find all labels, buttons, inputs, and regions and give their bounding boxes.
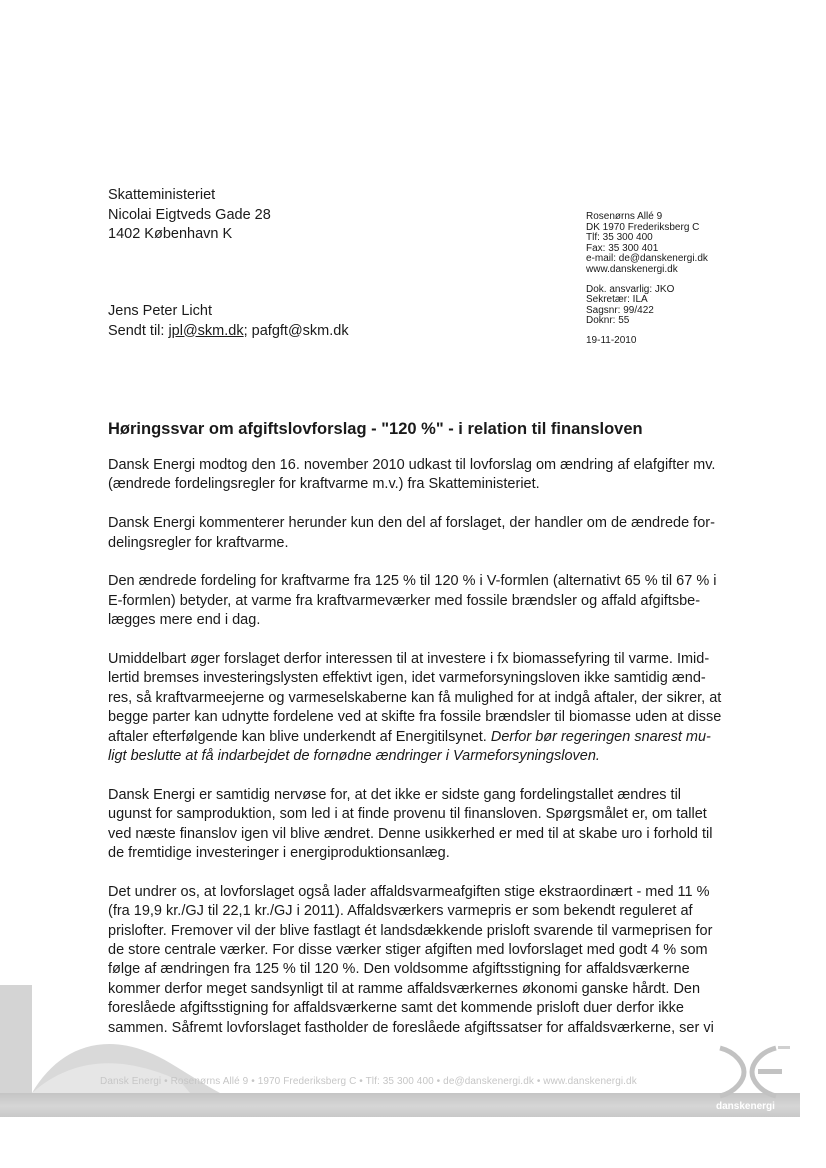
paragraph-line: lægges mere end i dag. [108,612,261,629]
paragraph-line: (ændrede fordelingsregler for kraftvarme m.v.) fra Skatteministeriet. [108,476,540,493]
contact-name: Jens Peter Licht [108,303,212,319]
letter-heading: Høringssvar om afgiftslovforslag - "120 %" - i relation til finansloven [108,420,643,438]
paragraph-line: følge af ændringen fra 125 % til 120 %. Den voldsomme afgiftsstigning for affaldsværkerne [108,961,690,978]
sent-to-label: Sendt til: [108,322,169,339]
recipient-street: Nicolai Eigtveds Gade 28 [108,206,271,223]
recipient-address [108,186,271,245]
logo-wordmark: danskenergi [716,1101,775,1112]
paragraph-line: prislofter. Fremover vil der blive fastlagt ét landsdækkende prisloft svarende til varmeprisen for [108,922,713,939]
paragraph-line: E-formlen) betyder, at varme fra kraftvarmeværker med fossile brændsler og affald afgiftsbe- [108,592,701,609]
paragraph-line: Dansk Energi kommenterer herunder kun den del af forslaget, der handler om de ændrede for- [108,515,715,532]
paragraph-2 [108,514,740,553]
paragraph-line: sammen. Såfremt lovforslaget fastholder de foreslåede afgiftssatser for affaldsværkerne, ser vi [108,1019,714,1036]
paragraph-line: ugunst for samproduktion, som led i at finde provenu til finansloven. Spørgsmålet er, om tallet [108,806,707,823]
paragraph-4 [108,650,740,766]
paragraph-text-italic: Derfor bør regeringen snarest mu- [490,728,711,745]
case-number: Sagsnr: 99/422 [586,304,654,316]
footer-band [0,1093,800,1117]
sender-web: www.danskenergi.dk [586,263,678,275]
dansk-energi-logo-icon [716,1044,796,1100]
letter-body [108,456,740,1058]
paragraph-line [108,728,740,747]
letter-date: 19-11-2010 [586,334,637,346]
sender-phone: Tlf: 35 300 400 [586,232,653,244]
sender-address: Rosenørns Allé 9 [586,211,663,222]
paragraph-line: lertid bremses investeringslysten effektivt igen, idet varmeforsyningsloven ikke samtidig ænd- [108,670,706,687]
sender-fax: Fax: 35 300 401 [586,242,659,254]
paragraph-line: begge parter kan udnytte fordelene ved at skifte fra fossile brændsler til biomasse uden at disse [108,709,722,726]
sent-to-line [108,322,349,342]
email-separator: ; [243,322,252,339]
footer-contact-line: Dansk Energi • Rosenørns Allé 9 • 1970 Frederiksberg C • Tlf: 35 300 400 • de@danskenergi.dk • www.danskenergi.dk [100,1076,637,1087]
sender-city: DK 1970 Frederiksberg C [586,221,700,233]
paragraph-line: kommer derfor meget sandsynligt til at ramme affaldsværkernes økonomi ganske hårdt. Den [108,980,701,997]
paragraph-3 [108,572,740,630]
paragraph-line: delingsregler for kraftvarme. [108,534,289,551]
paragraph-line: Dansk Energi er samtidig nervøse for, at det ikke er sidste gang fordelingstallet ændres til [108,786,682,803]
paragraph-line: de fremtidige investeringer i energiproduktionsanlæg. [108,845,450,862]
email-pafgft: pafgft@skm.dk [251,322,349,339]
recipient-city: 1402 København K [108,226,233,242]
sender-info [586,212,708,347]
paragraph-text-plain: aftaler efterfølgende kan blive underkendt af Energitilsynet. [108,728,491,745]
doc-responsible: Dok. ansvarlig: JKO [586,283,675,295]
paragraph-line: Det undrer os, at lovforslaget også lader affaldsvarmeafgiften stige ekstraordinært - med 11 % [108,883,710,900]
document-number: Doknr: 55 [586,315,630,327]
paragraph-line: ved næste finanslov igen vil blive ændret. Denne usikkerhed er med til at skabe uro i forhold til [108,825,713,842]
secretary: Sekretær: ILA [586,294,648,306]
paragraph-line: Umiddelbart øger forslaget derfor interessen til at investere i fx biomassefyring til varme. Imid- [108,651,710,668]
recipient-name: Skatteministeriet [108,187,216,203]
sender-email: e-mail: de@danskenergi.dk [586,253,708,265]
email-link-jpl[interactable]: jpl@skm.dk [168,322,244,339]
paragraph-line-italic: ligt beslutte at få indarbejdet de fornødne ændringer i Varmeforsyningsloven. [108,748,600,765]
paragraph-line: Dansk Energi modtog den 16. november 2010 udkast til lovforslag om ændring af elafgifter mv. [108,457,716,473]
paragraph-line: (fra 19,9 kr./GJ til 22,1 kr./GJ i 2011). Affaldsværkers varmepris er som bekendt reguleret af [108,903,693,920]
paragraph-line: foreslåede afgiftsstigning for affaldsværkerne samt det kommende prisloft duer derfor ikke [108,1000,684,1017]
paragraph-5 [108,786,740,864]
paragraph-1 [108,456,740,495]
contact-block [108,302,349,341]
paragraph-line: Den ændrede fordeling for kraftvarme fra 125 % til 120 % i V-formlen (alternativt 65 % til 67 % i [108,573,717,590]
paragraph-line: de store centrale værker. For disse værker stiger afgiften med lovforslaget med godt 4 % som [108,942,708,959]
paragraph-line: res, så kraftvarmeejerne og varmeselskaberne kan få mulighed for at indgå aftaler, der sikrer, at [108,689,722,706]
